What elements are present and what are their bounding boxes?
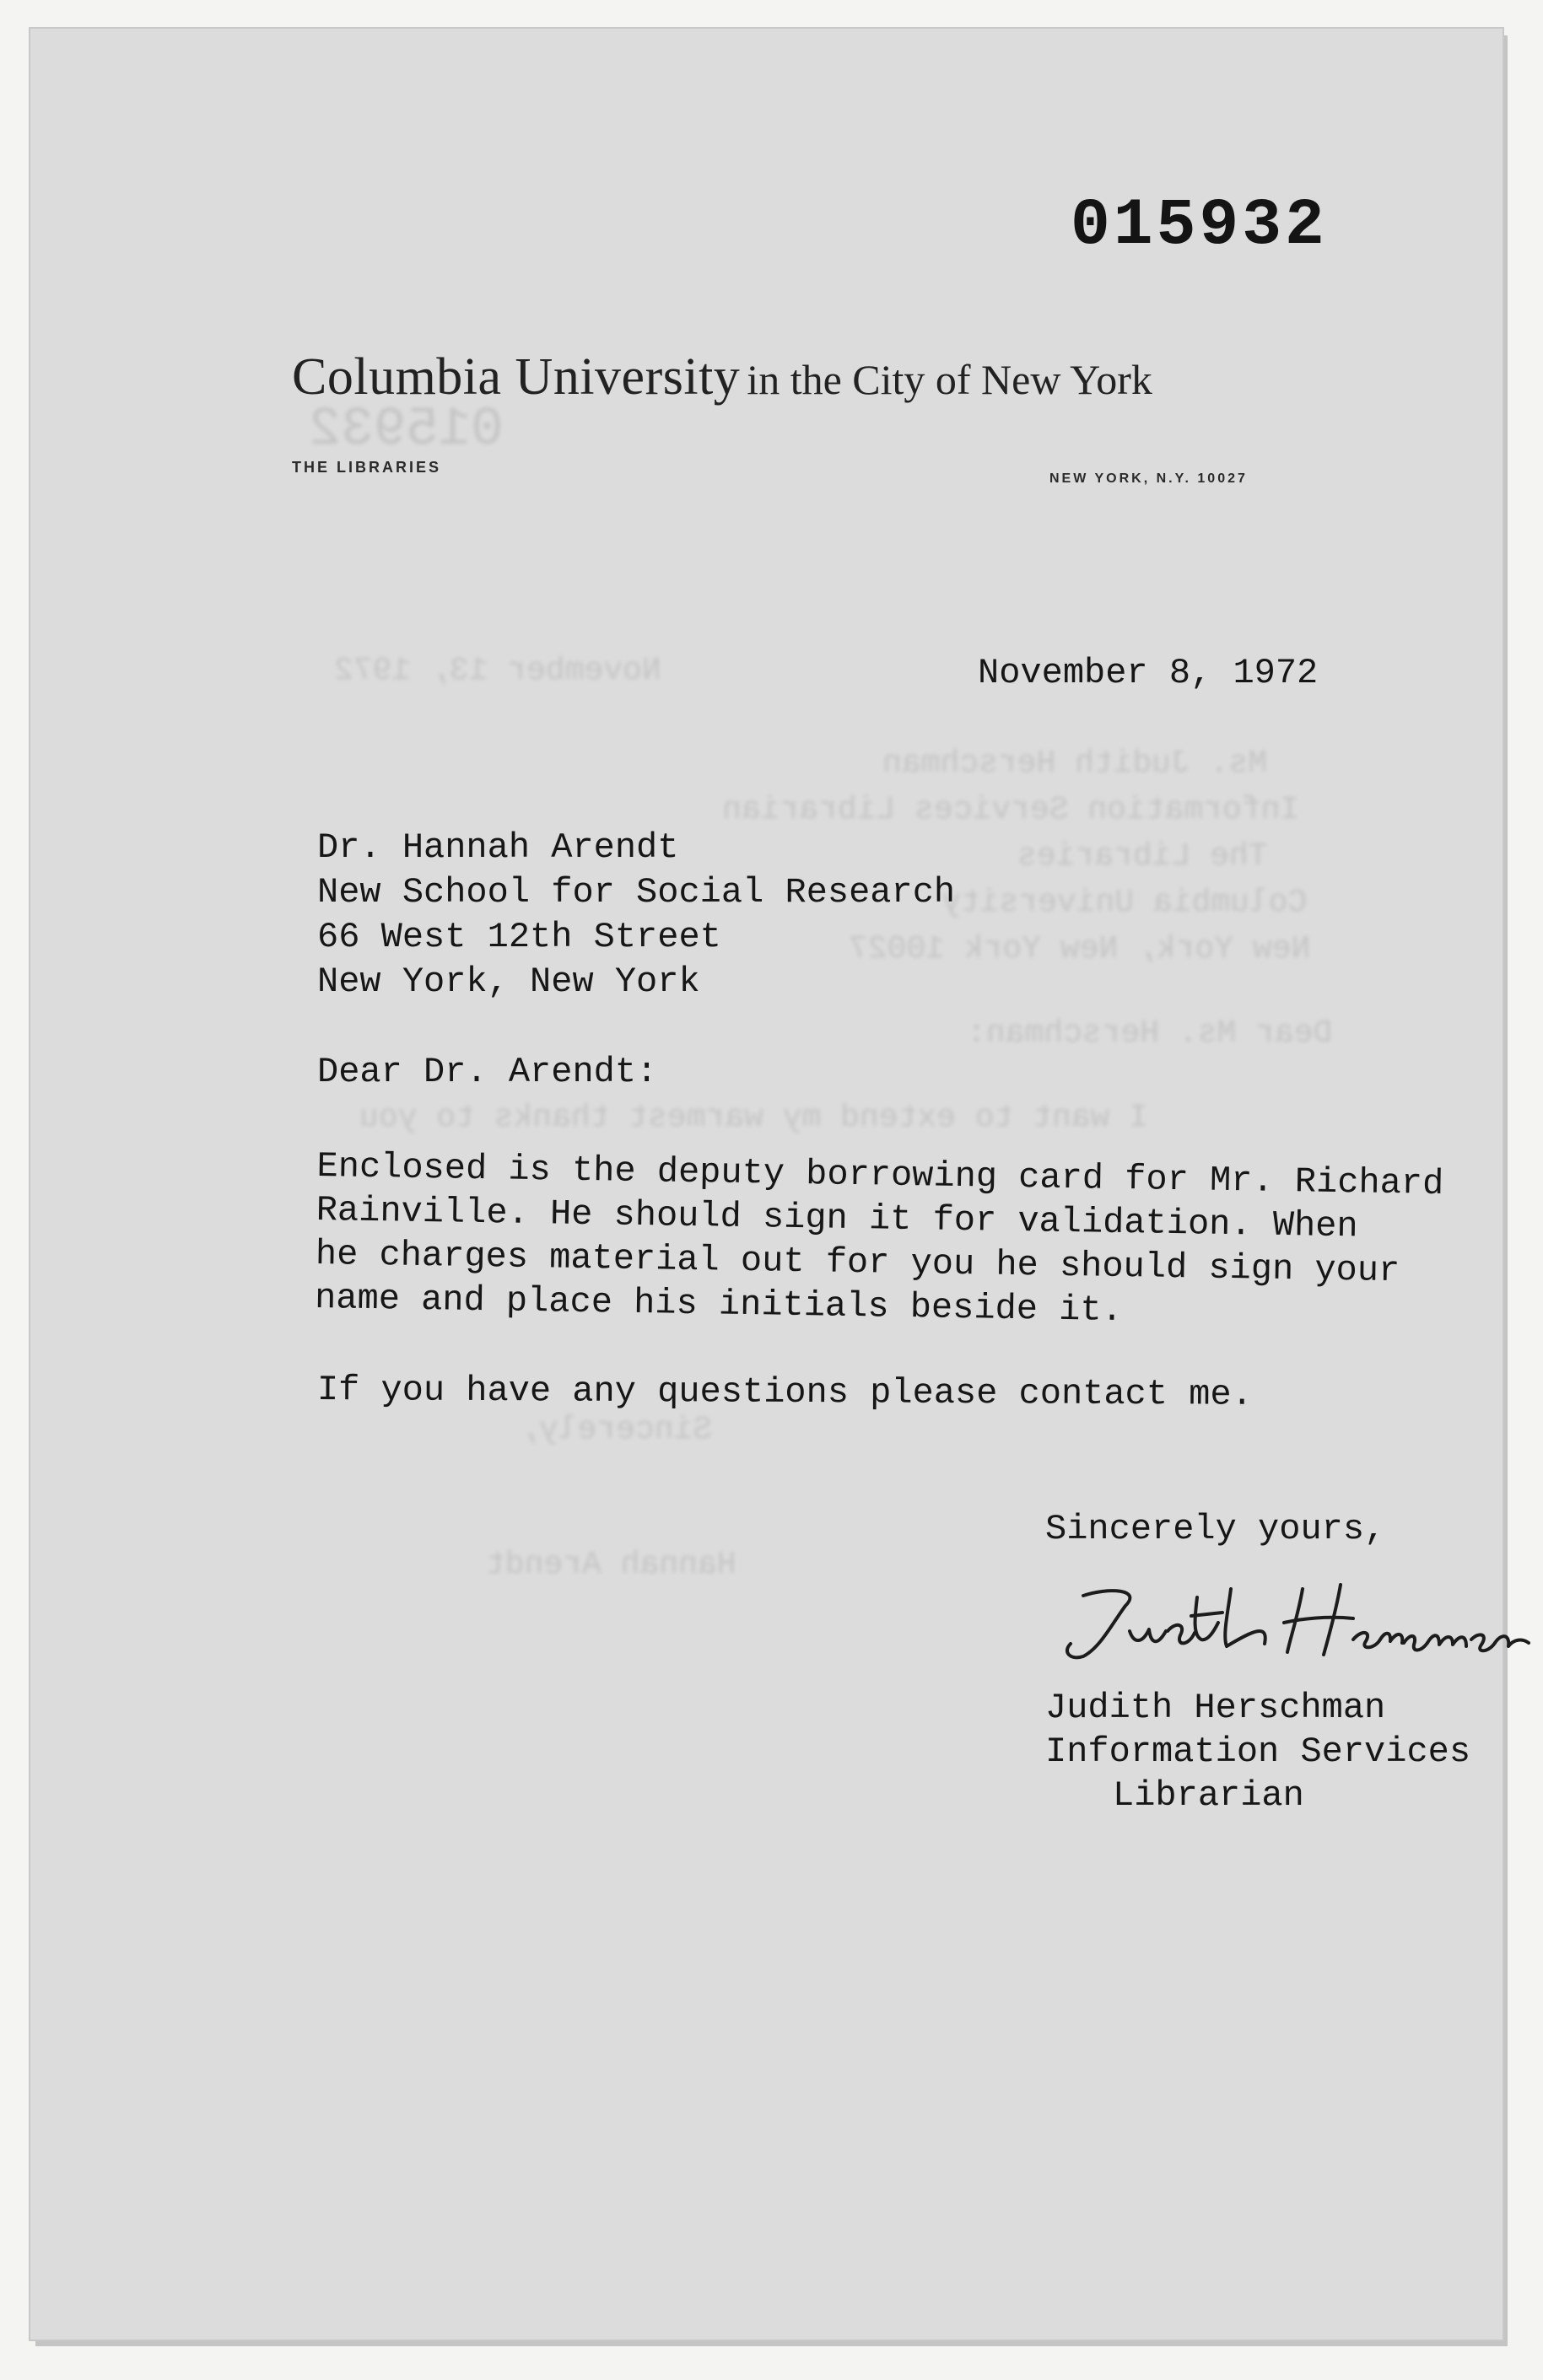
letter-date: November 8, 1972 [978,653,1319,693]
bleed-through-address: Information Services Librarian [722,792,1300,828]
bleed-through-salutation: Dear Ms. Herschman: [967,1015,1333,1052]
body-line: name and place his initials beside it. [314,1277,1124,1332]
letterhead-location: NEW YORK, N.Y. 10027 [1049,471,1248,486]
complimentary-close: Sincerely yours, [1045,1509,1386,1549]
letter-page [30,29,1503,2340]
bleed-through-address: New York, New York 10027 [849,931,1311,967]
letterhead-department: THE LIBRARIES [292,459,442,476]
signer-title: Librarian [1113,1775,1304,1816]
bleed-through-address: Columbia University [941,885,1308,921]
letterhead-university: Columbia University [292,348,741,406]
bleed-through-number: 015932 [309,400,504,460]
bleed-through-signature: Hannah Arendt [486,1547,736,1583]
body-line: Enclosed is the deputy borrowing card for Mr. Richard [316,1145,1444,1204]
signer-block [1045,1686,1470,1817]
bleed-through-address: Ms. Judith Herschman [882,746,1268,782]
bleed-through-body: I want to extend my warmest thanks to you [359,1100,1148,1136]
recipient-street: 66 West 12th Street [317,917,721,957]
salutation: Dear Dr. Arendt: [317,1052,658,1092]
recipient-address [317,826,955,1004]
bleed-through-date: November 13, 1972 [334,653,661,689]
bleed-through-close: Sincerely, [520,1412,713,1448]
handwritten-signature [1049,1572,1539,1673]
serial-number: 015932 [1071,189,1328,263]
body-paragraph [315,1144,1444,1338]
closing-line: If you have any questions please contact me. [316,1370,1253,1415]
signer-title: Information Services [1045,1731,1471,1772]
recipient-institution: New School for Social Research [317,872,956,913]
letterhead-title [292,347,1152,407]
letterhead-city: in the City of New York [747,356,1152,403]
recipient-name: Dr. Hannah Arendt [317,827,679,868]
body-line: he charges material out for you he should sign your [315,1233,1400,1292]
body-line: Rainville. He should sign it for validation. When [316,1189,1359,1247]
signer-name: Judith Herschman [1045,1688,1386,1728]
recipient-city: New York, New York [317,961,700,1002]
bleed-through-address: The Libraries [1017,838,1268,875]
